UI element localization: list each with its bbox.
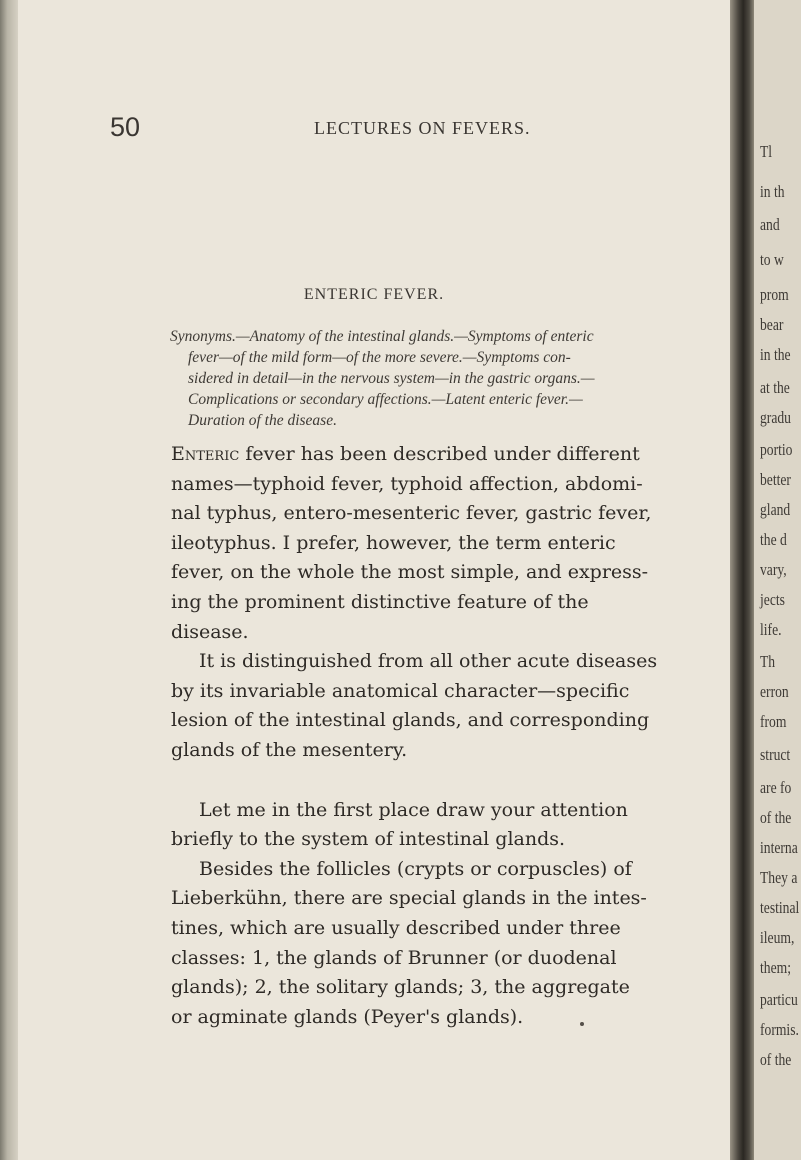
synopsis-line: Synonyms.—Anatomy of the intestinal glands.—Symptoms of enteric (170, 328, 594, 345)
next-page-fragment: prom (760, 285, 789, 304)
next-page-fragment: Tl (760, 142, 773, 161)
ink-dot (580, 1022, 584, 1026)
next-page-fragment: particu (760, 990, 798, 1009)
page-fold-shadow (730, 0, 754, 1160)
page-number: 50 (110, 112, 141, 142)
next-page-fragment: to w (760, 250, 784, 269)
synopsis-line: Duration of the disease. (188, 412, 337, 429)
paragraph-2-line: lesion of the intestinal glands, and corresponding (171, 709, 650, 732)
next-page-fragment: portio (760, 440, 793, 459)
paragraph-gap (171, 766, 651, 796)
lead-word: Enteric (171, 443, 240, 465)
next-page-fragment: ileum, (760, 928, 795, 947)
next-page-fragment: Th (760, 652, 776, 671)
paragraph-2-line: by its invariable anatomical character—specific (171, 679, 630, 702)
paragraph-4-line: glands); 2, the solitary glands; 3, the aggregate (171, 976, 630, 999)
chapter-synopsis (170, 326, 624, 431)
next-page-fragment: They a (760, 868, 798, 887)
next-page-edge (754, 0, 801, 1160)
next-page-fragment: in th (760, 182, 785, 201)
next-page-fragment: testinal (760, 898, 800, 917)
paragraph-4-line: classes: 1, the glands of Brunner (or duodenal (171, 946, 617, 969)
next-page-fragment: in the (760, 345, 791, 364)
paragraph-1-line: Enteric fever has been described under different (171, 443, 640, 465)
paragraph-1-line: fever, on the whole the most simple, and express- (171, 561, 649, 584)
paragraph-1-line: ileotyphus. I prefer, however, the term enteric (171, 531, 616, 554)
next-page-fragment: are fo (760, 778, 792, 797)
next-page-fragment: the d (760, 530, 787, 549)
next-page-fragment: gradu (760, 408, 791, 427)
paragraph-1-line: disease. (171, 620, 249, 643)
next-page-fragment: from (760, 712, 787, 731)
paragraph-1-line: nal typhus, entero-mesenteric fever, gastric fever, (171, 502, 652, 525)
next-page-fragment: better (760, 470, 791, 489)
paragraph-1-line: ing the prominent distinctive feature of the (171, 590, 589, 613)
next-page-fragment: gland (760, 500, 791, 519)
next-page-fragment: of the (760, 808, 792, 827)
synopsis-line: Complications or secondary affections.—Latent enteric fever.— (188, 391, 583, 408)
next-page-fragment: formis. (760, 1020, 799, 1039)
running-head-title: LECTURES ON FEVERS. (314, 118, 531, 138)
next-page-fragment: interna (760, 838, 798, 857)
paragraph-2-line: glands of the mesentery. (171, 738, 408, 761)
synopsis-line: sidered in detail—in the nervous system—in the gastric organs.— (188, 370, 595, 387)
next-page-fragment: vary, (760, 560, 787, 579)
next-page-fragment: at the (760, 378, 790, 397)
binding-edge (0, 0, 18, 1160)
next-page-fragment: and (760, 215, 780, 234)
paragraph-3-line: Let me in the first place draw your attention (199, 798, 628, 821)
paragraph-4-line: Besides the follicles (crypts or corpuscles) of (199, 857, 632, 880)
synopsis-line: fever—of the mild form—of the more severe.—Symptoms con- (188, 349, 571, 366)
paragraph-3-line: briefly to the system of intestinal glands. (171, 828, 566, 851)
paragraph-4-line: or agminate glands (Peyer's glands). (171, 1005, 524, 1028)
book-page (18, 0, 730, 1160)
next-page-fragment: life. (760, 620, 782, 639)
next-page-fragment: bear (760, 315, 784, 334)
paragraph-2-line: It is distinguished from all other acute diseases (199, 650, 658, 673)
next-page-fragment: them; (760, 958, 791, 977)
section-title: ENTERIC FEVER. (303, 286, 445, 303)
body-text (171, 440, 658, 1032)
next-page-fragment: jects (760, 590, 785, 609)
next-page-fragment: erron (760, 682, 789, 701)
paragraph-4-line: tines, which are usually described under three (171, 916, 621, 939)
next-page-fragment: of the (760, 1050, 792, 1069)
paragraph-1-line: names—typhoid fever, typhoid affection, abdomi- (171, 472, 643, 495)
paragraph-4-line: Lieberkühn, there are special glands in the intes- (171, 887, 647, 910)
running-head (18, 112, 730, 142)
next-page-fragment: struct (760, 745, 791, 764)
